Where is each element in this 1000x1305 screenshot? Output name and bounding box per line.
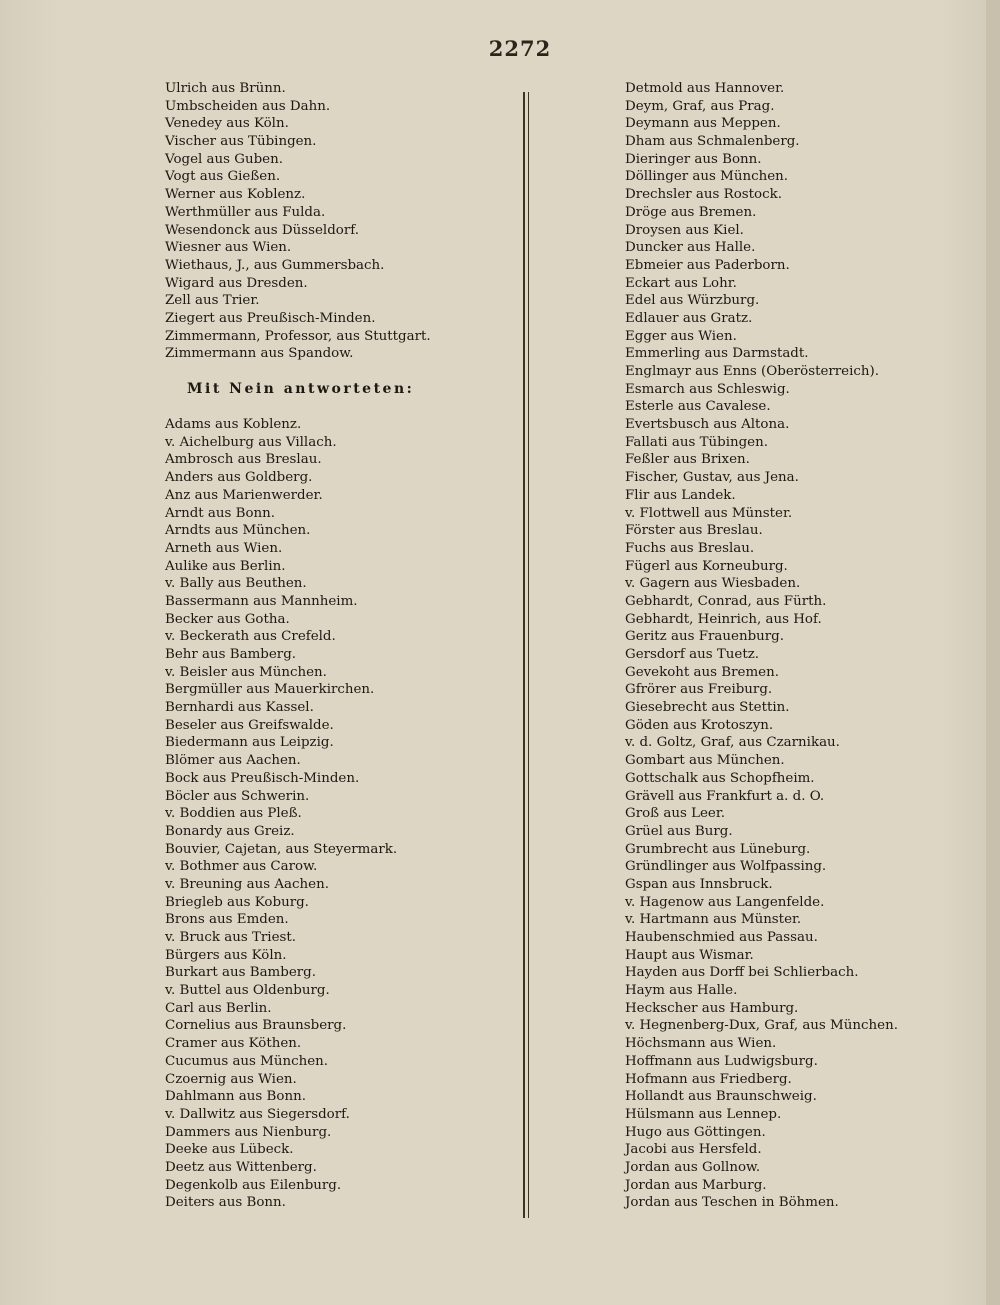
list-item: Jordan aus Teschen in Böhmen. — [625, 1195, 839, 1211]
list-item: Vischer aus Tübingen. — [165, 134, 317, 150]
list-item: Wiesner aus Wien. — [165, 240, 292, 256]
list-item: Haupt aus Wismar. — [625, 947, 754, 963]
list-item: Fischer, Gustav, aus Jena. — [625, 470, 799, 486]
list-item: v. Aichelburg aus Villach. — [165, 434, 337, 450]
list-item: Deetz aus Wittenberg. — [165, 1159, 317, 1175]
right-entries — [625, 80, 955, 1212]
list-item: Drechsler aus Rostock. — [625, 187, 782, 203]
list-item: Anders aus Goldberg. — [165, 470, 313, 486]
list-item: Cornelius aus Braunsberg. — [165, 1018, 347, 1034]
list-item: Dammers aus Nienburg. — [165, 1124, 332, 1140]
list-item: Adams aus Koblenz. — [165, 417, 302, 433]
list-item: Dieringer aus Bonn. — [625, 151, 762, 167]
list-item: v. Bothmer aus Carow. — [165, 859, 318, 875]
list-item: Hofmann aus Friedberg. — [625, 1071, 792, 1087]
list-item: Cucumus aus München. — [165, 1053, 329, 1069]
list-item: Grüel aus Burg. — [625, 823, 733, 839]
list-item: Burkart aus Bamberg. — [165, 965, 316, 981]
list-item: Ziegert aus Preußisch-Minden. — [165, 310, 376, 326]
column-divider — [523, 92, 529, 1218]
list-item: v. Breuning aus Aachen. — [165, 876, 329, 892]
list-item: v. Bruck aus Triest. — [165, 930, 297, 945]
list-item: Fügerl aus Korneuburg. — [625, 558, 788, 574]
list-item: Hülsmann aus Lennep. — [625, 1106, 782, 1122]
list-item: Deym, Graf, aus Prag. — [625, 98, 775, 114]
list-item: Förster aus Breslau. — [625, 523, 763, 539]
list-item: Englmayr aus Enns (Oberösterreich). — [625, 364, 879, 379]
list-item: Bernhardi aus Kassel. — [165, 700, 314, 716]
list-item: Bouvier, Cajetan, aus Steyermark. — [165, 841, 398, 857]
list-item: v. Hegnenberg-Dux, Graf, aus München. — [625, 1018, 898, 1034]
list-item: Arndt aus Bonn. — [165, 505, 276, 521]
list-item: Dahlmann aus Bonn. — [165, 1089, 306, 1105]
list-item: Umbscheiden aus Dahn. — [165, 98, 331, 114]
list-item: Duncker aus Halle. — [625, 240, 756, 256]
list-item: Bock aus Preußisch-Minden. — [165, 770, 360, 786]
list-item: Hayden aus Dorff bei Schlierbach. — [625, 965, 859, 981]
list-item: Göden aus Krotoszyn. — [625, 717, 774, 733]
list-item: Edlauer aus Gratz. — [625, 310, 753, 326]
list-item: v. Hagenow aus Langenfelde. — [625, 894, 825, 910]
list-item: Höchsmann aus Wien. — [625, 1036, 777, 1052]
list-item: Grävell aus Frankfurt a. d. O. — [625, 788, 825, 804]
list-item: Anz aus Marienwerder. — [165, 487, 323, 503]
list-item: Dröge aus Bremen. — [625, 204, 757, 220]
list-item: Zell aus Trier. — [165, 293, 260, 309]
list-item: Arndts aus München. — [165, 523, 311, 539]
list-item: Detmold aus Hannover. — [625, 81, 785, 96]
list-item: Becker aus Gotha. — [165, 611, 290, 627]
list-item: Arneth aus Wien. — [165, 540, 283, 556]
list-item: Bergmüller aus Mauerkirchen. — [165, 682, 375, 698]
left-column — [165, 80, 505, 1212]
list-item: Evertsbusch aus Altona. — [625, 417, 790, 433]
list-item: Gombart aus München. — [625, 753, 785, 769]
list-item: Dham aus Schmalenberg. — [625, 134, 800, 150]
list-item: Hugo aus Göttingen. — [625, 1124, 766, 1140]
list-item: Beseler aus Greifswalde. — [165, 717, 334, 733]
list-item: v. Dallwitz aus Siegersdorf. — [165, 1106, 350, 1122]
list-item: Cramer aus Köthen. — [165, 1036, 302, 1052]
list-item: Biedermann aus Leipzig. — [165, 735, 334, 751]
right-column — [625, 80, 955, 1212]
section-heading: Mit Nein antworteten: — [187, 380, 415, 397]
list-item: Carl aus Berlin. — [165, 1000, 272, 1016]
list-item: Droysen aus Kiel. — [625, 222, 744, 238]
list-item: v. Hartmann aus Münster. — [625, 912, 802, 928]
list-item: Bonardy aus Greiz. — [165, 823, 295, 839]
list-item: Heckscher aus Hamburg. — [625, 1000, 799, 1016]
list-item: Briegleb aus Koburg. — [165, 894, 309, 910]
list-item: Böcler aus Schwerin. — [165, 788, 310, 804]
list-item: Behr aus Bamberg. — [165, 647, 297, 662]
list-item: Werner aus Koblenz. — [165, 187, 306, 203]
list-item: Grumbrecht aus Lüneburg. — [625, 841, 811, 857]
list-item: Gründlinger aus Wolfpassing. — [625, 859, 827, 875]
list-item: Jacobi aus Hersfeld. — [625, 1142, 762, 1158]
list-item: Degenkolb aus Eilenburg. — [165, 1177, 342, 1193]
list-item: Fuchs aus Breslau. — [625, 540, 755, 556]
list-item: Esterle aus Cavalese. — [625, 399, 771, 415]
list-item: v. Buttel aus Oldenburg. — [165, 983, 330, 999]
list-item: Geritz aus Frauenburg. — [625, 629, 785, 645]
list-item: Emmerling aus Darmstadt. — [625, 346, 809, 362]
list-item: Edel aus Würzburg. — [625, 293, 760, 309]
list-item: Gebhardt, Conrad, aus Fürth. — [625, 593, 827, 609]
list-item: Fallati aus Tübingen. — [625, 434, 768, 450]
list-item: v. Bally aus Beuthen. — [165, 576, 307, 592]
list-item: Jordan aus Marburg. — [625, 1177, 767, 1193]
list-item: Gevekoht aus Bremen. — [625, 664, 779, 680]
page-number: 2272 — [488, 36, 552, 61]
list-item: Egger aus Wien. — [625, 328, 737, 344]
list-item: Blömer aus Aachen. — [165, 753, 301, 769]
list-item: v. Boddien aus Pleß. — [165, 806, 302, 822]
list-item: Gspan aus Innsbruck. — [625, 876, 773, 892]
list-item: Vogel aus Guben. — [165, 151, 283, 167]
list-item: Wesendonck aus Düsseldorf. — [165, 222, 359, 238]
list-item: Zimmermann aus Spandow. — [165, 346, 354, 362]
list-item: Gfrörer aus Freiburg. — [625, 682, 773, 698]
list-item: Eckart aus Lohr. — [625, 275, 737, 291]
list-item: Wigard aus Dresden. — [165, 275, 308, 291]
list-item: Feßler aus Brixen. — [625, 452, 750, 468]
left-entries-top — [165, 80, 505, 363]
list-item: Bürgers aus Köln. — [165, 947, 287, 963]
list-item: Haym aus Halle. — [625, 983, 738, 999]
list-item: v. Beckerath aus Crefeld. — [165, 629, 336, 645]
list-item: v. Beisler aus München. — [165, 664, 327, 680]
list-item: Brons aus Emden. — [165, 912, 289, 928]
list-item: v. Flottwell aus Münster. — [625, 505, 793, 521]
list-item: Vogt aus Gießen. — [165, 169, 281, 185]
list-item: Haubenschmied aus Passau. — [625, 930, 818, 945]
list-item: Aulike aus Berlin. — [165, 558, 286, 574]
left-entries-bottom — [165, 416, 505, 1212]
list-item: Czoernig aus Wien. — [165, 1071, 297, 1087]
list-item: Bassermann aus Mannheim. — [165, 593, 358, 609]
list-item: Ebmeier aus Paderborn. — [625, 257, 790, 273]
list-item: Ulrich aus Brünn. — [165, 81, 286, 96]
list-item: Jordan aus Gollnow. — [625, 1159, 761, 1175]
list-item: Hollandt aus Braunschweig. — [625, 1089, 817, 1105]
list-item: Wiethaus, J., aus Gummersbach. — [165, 257, 385, 273]
list-item: Gottschalk aus Schopfheim. — [625, 770, 815, 786]
list-item: Groß aus Leer. — [625, 806, 726, 822]
list-item: v. d. Goltz, Graf, aus Czarnikau. — [625, 735, 840, 751]
list-item: Werthmüller aus Fulda. — [165, 204, 326, 220]
list-item: Ambrosch aus Breslau. — [165, 452, 322, 468]
list-item: Döllinger aus München. — [625, 169, 789, 185]
list-item: Venedey aus Köln. — [165, 116, 289, 132]
list-item: Deiters aus Bonn. — [165, 1195, 286, 1211]
list-item: Flir aus Landek. — [625, 487, 736, 503]
list-item: v. Gagern aus Wiesbaden. — [625, 576, 801, 592]
list-item: Hoffmann aus Ludwigsburg. — [625, 1053, 818, 1069]
list-item: Zimmermann, Professor, aus Stuttgart. — [165, 328, 431, 344]
list-item: Deeke aus Lübeck. — [165, 1142, 294, 1158]
page-edge — [986, 0, 1000, 1305]
list-item: Giesebrecht aus Stettin. — [625, 700, 790, 716]
list-item: Esmarch aus Schleswig. — [625, 381, 790, 397]
list-item: Deymann aus Meppen. — [625, 116, 781, 132]
list-item: Gebhardt, Heinrich, aus Hof. — [625, 611, 822, 627]
list-item: Gersdorf aus Tuetz. — [625, 647, 760, 662]
